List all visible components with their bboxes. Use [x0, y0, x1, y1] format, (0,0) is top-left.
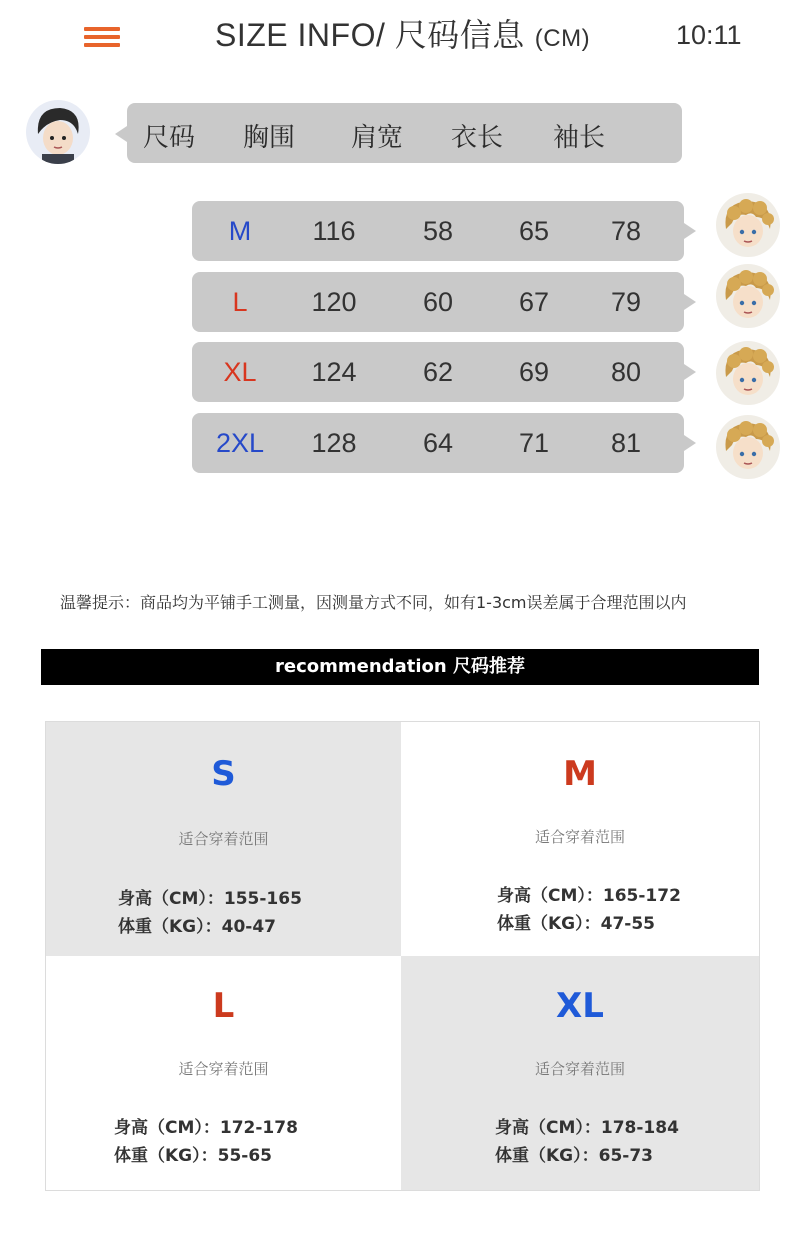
- recommendation-card-s: [46, 722, 401, 956]
- row-shoulder: 64: [422, 428, 454, 458]
- card-size: M: [563, 754, 597, 794]
- card-size: XL: [556, 986, 604, 1026]
- row-sleeve: 79: [610, 287, 642, 317]
- row-sleeve: 81: [610, 428, 642, 458]
- title-text: SIZE INFO/ 尺码信息: [215, 17, 525, 53]
- size-row-2xl: [192, 413, 684, 473]
- row-length: 67: [518, 287, 550, 317]
- row-size: 2XL: [215, 428, 265, 458]
- row-chest: 120: [311, 287, 357, 317]
- recommendation-card-xl: [401, 956, 759, 1190]
- hamburger-menu-icon[interactable]: [84, 27, 120, 49]
- row-shoulder: 60: [422, 287, 454, 317]
- curly-hair-avatar: [716, 341, 780, 405]
- title-unit: (CM): [534, 25, 591, 52]
- row-length: 71: [518, 428, 550, 458]
- card-weight-range: 体重（KG）：40-47: [118, 917, 276, 937]
- card-height-range: 身高（CM）：155-165: [118, 889, 302, 909]
- card-size: S: [211, 754, 236, 794]
- row-sleeve: 80: [610, 357, 642, 387]
- column-header-bubble: [127, 103, 682, 163]
- row-size: M: [228, 216, 252, 246]
- column-header-shoulder: 肩宽: [351, 123, 404, 153]
- dark-hair-avatar: [26, 100, 90, 164]
- curly-hair-avatar: [716, 193, 780, 257]
- column-header-size: 尺码: [143, 123, 196, 153]
- row-shoulder: 58: [422, 216, 454, 246]
- row-length: 65: [518, 216, 550, 246]
- card-subtitle: 适合穿着范围: [534, 1060, 625, 1078]
- card-subtitle: 适合穿着范围: [534, 828, 625, 846]
- row-size: L: [232, 287, 248, 317]
- card-subtitle: 适合穿着范围: [178, 1060, 269, 1078]
- size-row-l: [192, 272, 684, 332]
- row-sleeve: 78: [610, 216, 642, 246]
- row-shoulder: 62: [422, 357, 454, 387]
- column-header-chest: 胸围: [243, 123, 296, 153]
- row-chest: 124: [311, 357, 357, 387]
- card-size: L: [212, 986, 235, 1026]
- curly-hair-avatar: [716, 264, 780, 328]
- card-weight-range: 体重（KG）：55-65: [114, 1146, 272, 1166]
- row-chest: 116: [312, 216, 356, 246]
- measurement-note: 温馨提示：商品均为平铺手工测量，因测量方式不同，如有1-3cm误差属于合理范围以内: [60, 593, 687, 612]
- row-size: XL: [223, 357, 257, 387]
- card-height-range: 身高（CM）：178-184: [495, 1118, 679, 1138]
- row-length: 69: [518, 357, 550, 387]
- size-row-xl: [192, 342, 684, 402]
- card-weight-range: 体重（KG）：47-55: [497, 914, 655, 934]
- recommendation-card-m: [401, 722, 759, 956]
- size-row-m: [192, 201, 684, 261]
- card-height-range: 身高（CM）：165-172: [497, 886, 681, 906]
- card-height-range: 身高（CM）：172-178: [114, 1118, 298, 1138]
- recommendation-card-l: [46, 956, 401, 1190]
- column-header-sleeve: 袖长: [553, 123, 606, 153]
- page-title: [215, 10, 590, 56]
- recommendation-grid: [45, 721, 760, 1191]
- curly-hair-avatar: [716, 415, 780, 479]
- row-chest: 128: [311, 428, 357, 458]
- clock-time: 10:11: [676, 20, 742, 50]
- column-header-length: 衣长: [451, 123, 504, 153]
- card-subtitle: 适合穿着范围: [178, 830, 269, 848]
- recommendation-banner: recommendation 尺码推荐: [41, 649, 759, 685]
- card-weight-range: 体重（KG）：65-73: [495, 1146, 653, 1166]
